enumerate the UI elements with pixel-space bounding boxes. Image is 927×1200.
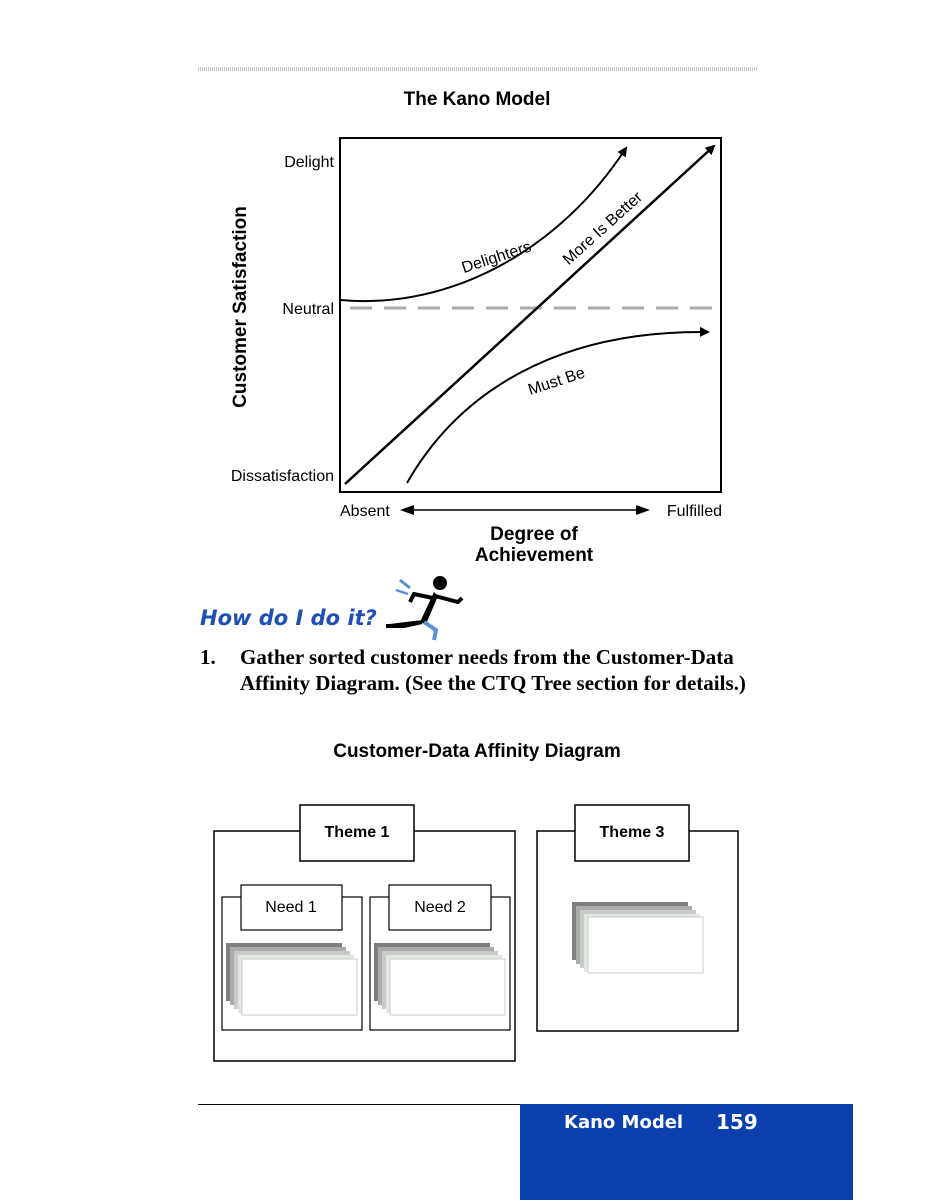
y-level-neutral: Neutral bbox=[282, 301, 334, 318]
x-axis-label-line2: Achievement bbox=[474, 545, 594, 566]
delighters-curve bbox=[341, 148, 626, 301]
footer-section-title: Kano Model bbox=[564, 1112, 684, 1133]
x-axis-label-line1: Degree of bbox=[490, 524, 578, 545]
affinity-diagram bbox=[0, 730, 927, 1075]
theme3-card-stack bbox=[572, 902, 703, 973]
need1-label: Need 1 bbox=[265, 899, 317, 916]
affinity-title: Customer-Data Affinity Diagram bbox=[333, 741, 621, 762]
more-is-better-line bbox=[345, 146, 714, 484]
footer-block bbox=[520, 1104, 853, 1200]
step-text: Gather sorted customer needs from the Customer-Data Affinity Diagram. (See the CTQ Tree section for details.) bbox=[240, 645, 746, 695]
need1-card-stack bbox=[226, 943, 357, 1015]
x-arrow-right-icon bbox=[636, 505, 650, 515]
must-be-curve bbox=[407, 332, 708, 483]
must-be-label: Must Be bbox=[526, 364, 588, 399]
theme1-label: Theme 1 bbox=[324, 824, 390, 841]
kano-title: The Kano Model bbox=[403, 89, 551, 110]
x-absent-label: Absent bbox=[340, 503, 390, 520]
x-arrow-left-icon bbox=[400, 505, 414, 515]
section-heading: How do I do it? bbox=[200, 606, 377, 630]
footer-rule bbox=[198, 1104, 528, 1105]
need2-label: Need 2 bbox=[414, 899, 466, 916]
theme3-label: Theme 3 bbox=[599, 824, 665, 841]
need2-card-stack bbox=[374, 943, 505, 1015]
step-number: 1. bbox=[200, 645, 216, 669]
x-fulfilled-label: Fulfilled bbox=[666, 503, 722, 520]
y-level-delight: Delight bbox=[284, 154, 334, 171]
running-figure-icon bbox=[378, 574, 468, 644]
more-is-better-label: More Is Better bbox=[559, 188, 647, 269]
delighters-label: Delighters bbox=[459, 238, 534, 277]
y-axis-label: Customer Satisfaction bbox=[230, 206, 251, 408]
page-number: 159 bbox=[716, 1110, 758, 1134]
y-level-dissatisfaction: Dissatisfaction bbox=[230, 468, 334, 485]
